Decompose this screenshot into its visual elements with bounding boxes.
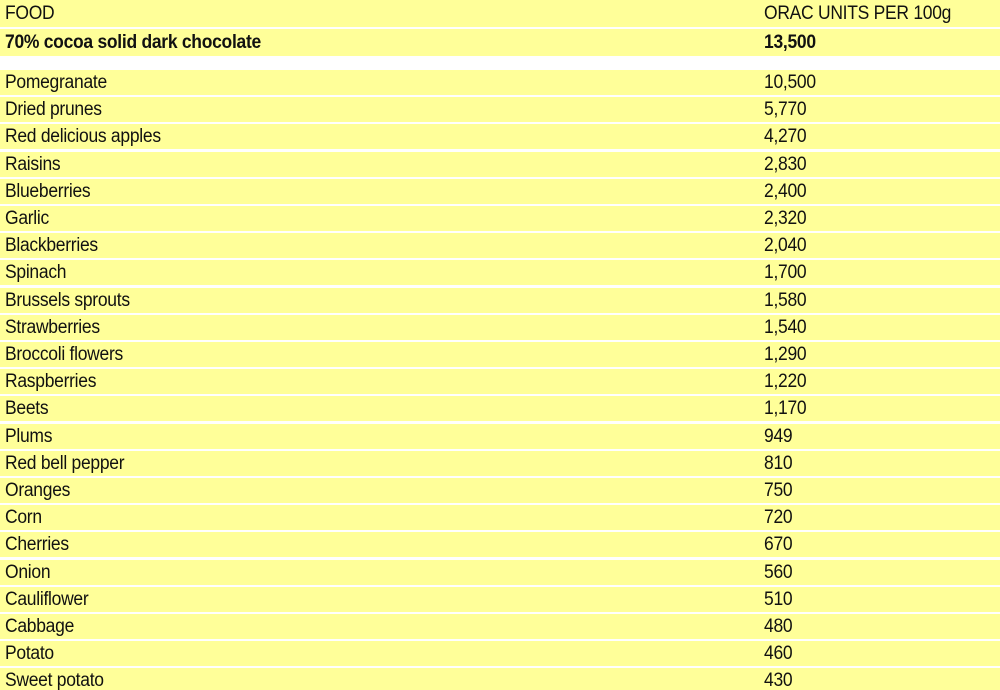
table-row [0,288,1000,313]
highlight-row [0,29,1000,56]
orac-value: 750 [764,480,793,501]
orac-value: 2,400 [764,180,807,202]
table-row [0,97,1000,122]
food-name: Beets [5,398,49,420]
table-row [0,668,1000,690]
orac-value: 430 [764,670,793,690]
orac-value: 1,580 [764,289,807,311]
table-row [0,124,1000,149]
orac-value: 560 [764,561,793,583]
food-name: Pomegranate [5,72,107,93]
food-name: Plums [5,425,53,447]
table-row [0,587,1000,612]
table-row [0,505,1000,530]
food-column-header: FOOD [5,3,55,24]
food-name: Potato [5,643,54,665]
table-row [0,70,1000,95]
food-name: Raspberries [5,371,97,393]
orac-value: 1,700 [764,262,807,284]
food-name: Blackberries [5,235,98,257]
food-name: Cabbage [5,616,75,637]
highlight-orac: 13,500 [764,32,816,53]
orac-value: 4,270 [764,126,807,148]
orac-value: 460 [764,643,793,665]
orac-value: 1,170 [764,398,807,420]
food-name: Spinach [5,262,67,284]
orac-value: 1,540 [764,316,807,338]
highlight-food: 70% cocoa solid dark chocolate [5,32,261,53]
table-row [0,560,1000,585]
food-name: Corn [5,507,42,529]
table-row [0,451,1000,476]
food-name: Sweet potato [5,670,104,690]
orac-value: 10,500 [764,72,816,93]
food-name: Red bell pepper [5,452,125,474]
food-name: Cherries [5,534,69,556]
food-name: Dried prunes [5,99,102,121]
table-row [0,532,1000,557]
food-name: Oranges [5,480,71,501]
orac-value: 2,040 [764,235,807,257]
orac-value: 2,320 [764,208,807,229]
orac-value: 720 [764,507,793,529]
table-row [0,233,1000,258]
orac-value: 949 [764,425,793,447]
food-name: Red delicious apples [5,126,161,148]
orac-column-header: ORAC UNITS PER 100g [764,3,952,24]
table-row [0,369,1000,394]
table-row [0,315,1000,340]
orac-value: 810 [764,452,793,474]
food-name: Raisins [5,153,61,175]
orac-value: 480 [764,616,793,637]
table-row [0,260,1000,285]
orac-value: 1,220 [764,371,807,393]
orac-value: 510 [764,588,793,610]
orac-value: 2,830 [764,153,807,175]
table-row [0,424,1000,449]
food-name: Cauliflower [5,588,89,610]
orac-value: 1,290 [764,344,807,365]
food-name: Garlic [5,208,50,229]
food-name: Brussels sprouts [5,289,130,311]
food-name: Strawberries [5,316,100,338]
table-row [0,641,1000,666]
table-row [0,342,1000,367]
orac-value: 670 [764,534,793,556]
orac-value: 5,770 [764,99,807,121]
table-row [0,396,1000,421]
table-row [0,478,1000,503]
table-header-row [0,0,1000,27]
table-row [0,179,1000,204]
table-row [0,614,1000,639]
table-row [0,206,1000,231]
food-name: Onion [5,561,51,583]
food-name: Broccoli flowers [5,344,123,365]
food-name: Blueberries [5,180,91,202]
table-row [0,152,1000,177]
